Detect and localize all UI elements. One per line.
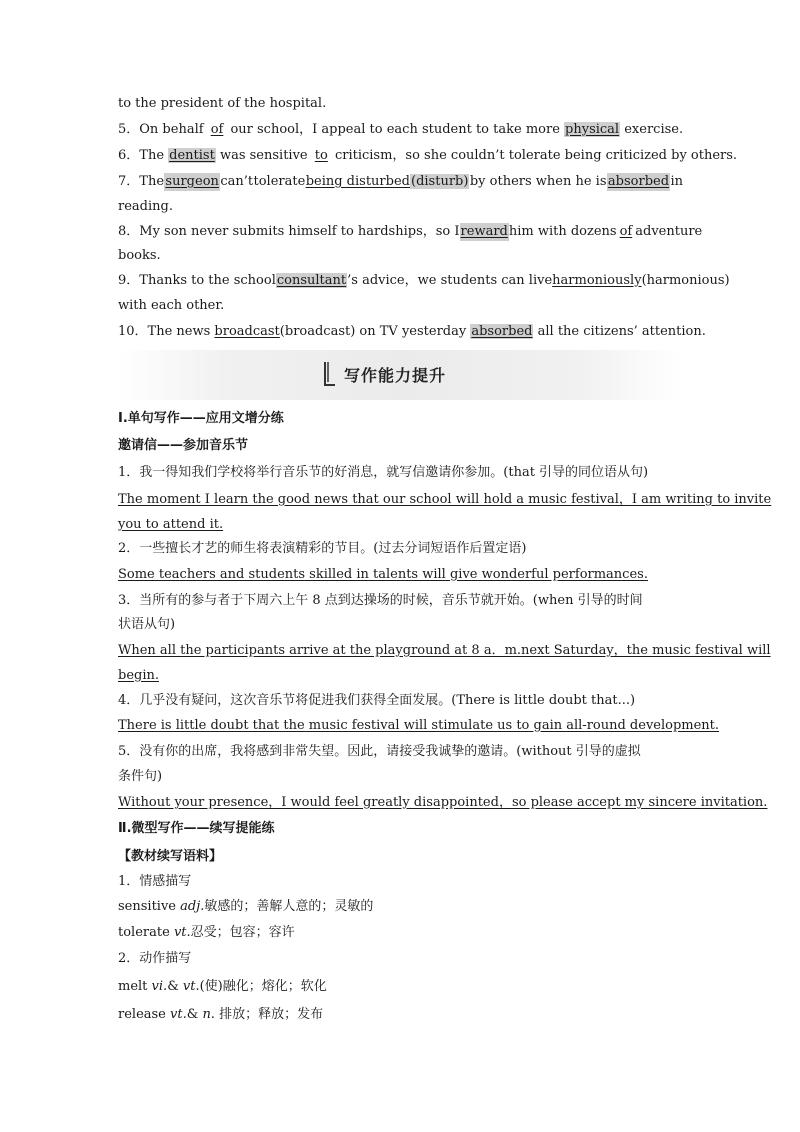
answer-1-line-1: The moment I learn the good news that our school will hold a music festival，I am writing to invite (118, 492, 772, 507)
section-heading-2: Ⅱ.微型写作——续写提能练 (118, 821, 275, 836)
blank-answer: absorbed (471, 324, 533, 339)
category-action: 2．动作描写 (118, 951, 192, 966)
question-3-line-1: 3．当所有的参与者于下周六上午 8 点到达操场的时候，音乐节就开始。(when 引导的时间 (118, 593, 643, 608)
question-1: 1．我一得知我们学校将举行音乐节的好消息，就写信邀请你参加。(that 引导的同位语从句) (118, 465, 649, 480)
sentence-7-continuation: reading. (118, 199, 173, 214)
vocab-entry: melt vi.& vt.(使)融化；熔化；软化 (118, 979, 327, 994)
blank-answer: reward (460, 224, 508, 239)
sentence-4-continuation: to the president of the hospital. (118, 96, 327, 111)
blank-answer: being disturbed (305, 174, 410, 189)
vocab-entry: sensitive adj.敏感的；善解人意的；灵敏的 (118, 899, 374, 914)
sentence-9-continuation: with each other. (118, 298, 225, 313)
answer-5: Without your presence，I would feel greatly disappointed，so please accept my sincere invitation. (118, 795, 768, 810)
sentence-10: 10．The news broadcast(broadcast) on TV yesterday absorbed all the citizens’ attention. (118, 324, 706, 339)
question-2: 2．一些擅长才艺的师生将表演精彩的节目。(过去分词短语作后置定语) (118, 541, 527, 556)
blank-answer: physical (565, 122, 620, 137)
subsection-heading: 邀请信——参加音乐节 (118, 438, 249, 453)
question-4: 4．几乎没有疑问，这次音乐节将促进我们获得全面发展。(There is little doubt that...) (118, 693, 636, 708)
answer-3-line-1: When all the participants arrive at the playground at 8 a．m.next Saturday，the music festival will (118, 643, 771, 658)
sentence-8-continuation: books. (118, 248, 161, 263)
blank-answer: surgeon (165, 174, 219, 189)
sentence-6: 6．The dentist was sensitive to criticism，so she couldn’t tolerate being criticized by others. (118, 148, 738, 163)
blank-answer: of (619, 224, 633, 239)
answer-2: Some teachers and students skilled in talents will give wonderful performances. (118, 567, 648, 582)
blank-answer: dentist (169, 148, 215, 163)
question-5-line-1: 5．没有你的出席，我将感到非常失望。因此，请接受我诚挚的邀请。(without 引导的虚拟 (118, 744, 641, 759)
blank-answer: harmoniously (552, 273, 642, 288)
blank-answer: absorbed (607, 174, 670, 189)
material-heading: 【教材续写语料】 (118, 849, 223, 864)
sentence-8: 8．My son never submits himself to hardships，so I reward him with dozens of adventure (118, 224, 703, 239)
blank-answer: to (314, 148, 328, 163)
section-banner-heading (322, 360, 446, 388)
section-heading-1: Ⅰ.单句写作——应用文增分练 (118, 411, 284, 426)
sentence-7: 7．The surgeon can’t tolerate being disturbed(disturb) by others when he is absorbed in (118, 174, 683, 189)
blank-answer: broadcast (214, 324, 280, 339)
blank-answer: of (210, 122, 224, 137)
answer-3-line-2: begin. (118, 668, 159, 683)
blank-answer: consultant (276, 273, 347, 288)
sentence-9: 9．Thanks to the school consultant’s advice，we students can live harmoniously(harmonious) (118, 273, 730, 288)
question-5-line-2: 条件句) (118, 769, 163, 784)
category-emotion: 1．情感描写 (118, 874, 192, 889)
answer-1-line-2: you to attend it. (118, 517, 224, 532)
question-3-line-2: 状语从句) (118, 617, 176, 632)
answer-4: There is little doubt that the music festival will stimulate us to gain all-round development. (118, 718, 720, 733)
book-bookmark-icon (322, 360, 338, 388)
vocab-entry: tolerate vt.忍受；包容；容许 (118, 925, 295, 940)
vocab-entry: release vt.& n. 排放；释放；发布 (118, 1007, 324, 1022)
sentence-5: 5．On behalf of our school，I appeal to each student to take more physical exercise. (118, 122, 684, 137)
section-title: 写作能力提升 (344, 365, 447, 385)
